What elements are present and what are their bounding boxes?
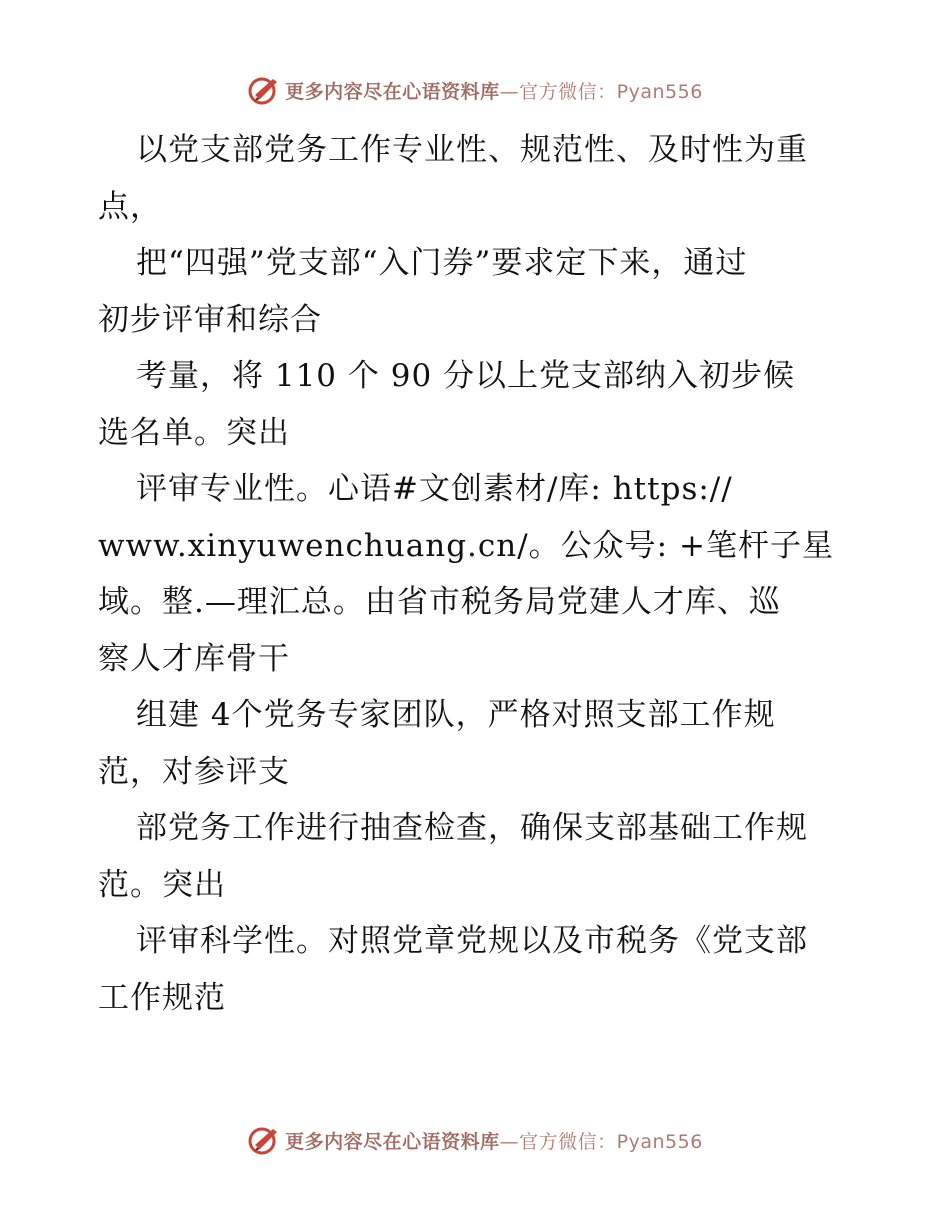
- text-line: 评审科学性。对照党章党规以及市税务《党支部: [136, 923, 808, 959]
- text-line: 域。整.—理汇总。由省市税务局党建人才库、巡: [98, 584, 781, 620]
- text-line: 评审专业性。心语#文创素材/库: https://: [136, 471, 733, 507]
- text-line: 范。突出: [98, 866, 226, 903]
- pen-logo-icon: [247, 1123, 281, 1157]
- footer-banner: [0, 1122, 950, 1158]
- banner-text: 更多内容尽在心语资料库—官方微信：Pyan556: [285, 1130, 703, 1153]
- text-line: 工作规范: [98, 979, 226, 1016]
- text-line: 部党务工作进行抽查检查，确保支部基础工作规: [136, 810, 808, 846]
- text-line: 察人才库骨干: [98, 640, 290, 677]
- pen-logo-icon: [247, 73, 281, 107]
- document-body: [98, 122, 858, 1026]
- text-line: 初步评审和综合: [98, 301, 322, 338]
- text-line: 范，对参评支: [98, 753, 290, 790]
- text-line: 考量，将 110 个 90 分以上党支部纳入初步候: [136, 358, 796, 394]
- banner-text: 更多内容尽在心语资料库—官方微信：Pyan556: [285, 80, 703, 103]
- text-line: 以党支部党务工作专业性、规范性、及时性为重: [136, 132, 808, 168]
- text-line: www.xinyuwenchuang.cn/。公众号: +笔杆子星: [98, 527, 834, 564]
- text-line: 选名单。突出: [98, 414, 290, 451]
- header-banner: [0, 72, 950, 108]
- text-line: 点，: [98, 188, 162, 225]
- text-line: 把“四强”党支部“入门券”要求定下来，通过: [136, 245, 748, 281]
- text-line: 组建 4个党务专家团队，严格对照支部工作规: [136, 697, 776, 733]
